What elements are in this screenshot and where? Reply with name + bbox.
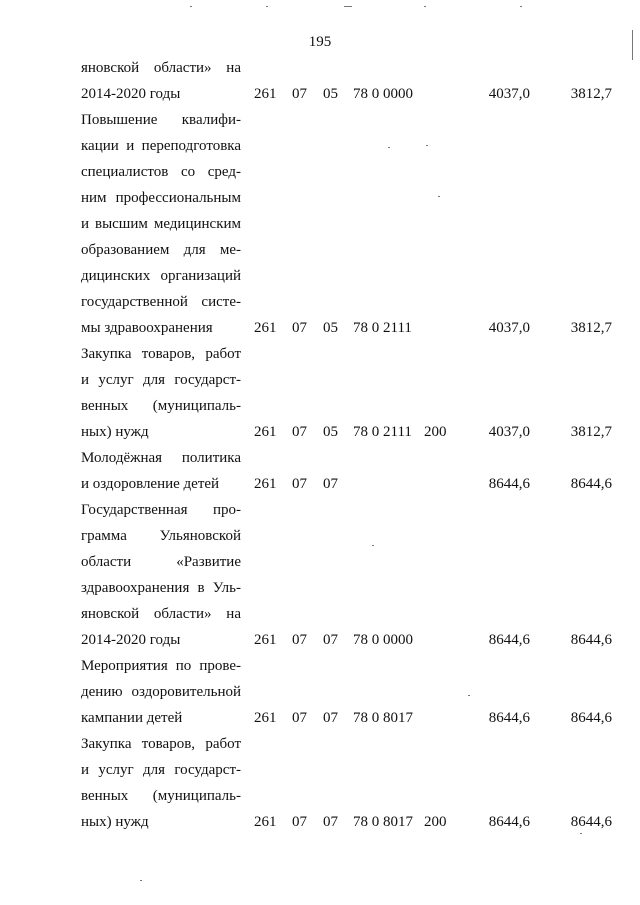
cell-rz: 07 (292, 476, 307, 492)
description-line: здравоохранения в Уль- (81, 580, 241, 596)
cell-csr: 78 0 8017 (353, 814, 413, 830)
row-cells (0, 81, 640, 107)
description-line: венных (муниципаль- (81, 788, 241, 804)
scan-speck (520, 6, 522, 7)
scan-speck (438, 196, 440, 197)
cell-grbs: 261 (254, 86, 277, 102)
cell-sum1: 8644,6 (488, 476, 530, 492)
description-line: грамма Ульяновской (81, 528, 241, 544)
description-line: мы здравоохранения (81, 320, 213, 336)
description-line: Закупка товаров, работ (81, 346, 241, 362)
description-line: государственной систе- (81, 294, 241, 310)
cell-csr: 78 0 2111 (353, 320, 412, 336)
description-line: и оздоровление детей (81, 476, 220, 492)
scan-speck (388, 147, 390, 148)
scan-speck (632, 30, 633, 60)
scan-speck (266, 6, 268, 7)
cell-sum1: 8644,6 (488, 632, 530, 648)
cell-sum1: 8644,6 (488, 710, 530, 726)
description-line: венных (муниципаль- (81, 398, 241, 414)
cell-sum2: 8644,6 (570, 632, 612, 648)
row-cells (0, 471, 640, 497)
cell-sum2: 3812,7 (570, 424, 612, 440)
cell-csr: 78 0 0000 (353, 86, 413, 102)
cell-pr: 07 (323, 814, 338, 830)
row-cells (0, 627, 640, 653)
scan-speck (426, 145, 428, 146)
cell-csr: 78 0 0000 (353, 632, 413, 648)
cell-grbs: 261 (254, 632, 277, 648)
description-line: и услуг для государст- (81, 372, 241, 388)
scan-speck (580, 833, 582, 834)
cell-sum2: 8644,6 (570, 476, 612, 492)
cell-pr: 05 (323, 320, 338, 336)
table-row (0, 445, 640, 497)
cell-pr: 05 (323, 86, 338, 102)
description-line: образованием для ме- (81, 242, 241, 258)
description-line: кампании детей (81, 710, 183, 726)
table-row (0, 497, 640, 653)
description-line: области «Развитие (81, 554, 241, 570)
description-line: яновской области» на (81, 60, 241, 76)
scan-speck (372, 545, 374, 546)
description-line: и услуг для государст- (81, 762, 241, 778)
description-line: яновской области» на (81, 606, 241, 622)
table-row (0, 653, 640, 731)
page-number: 195 (308, 34, 332, 50)
row-cells (0, 705, 640, 731)
cell-grbs: 261 (254, 476, 277, 492)
cell-vr: 200 (424, 814, 447, 830)
cell-rz: 07 (292, 632, 307, 648)
row-cells (0, 809, 640, 835)
table-row (0, 55, 640, 107)
cell-grbs: 261 (254, 320, 277, 336)
cell-pr: 07 (323, 710, 338, 726)
cell-sum2: 8644,6 (570, 710, 612, 726)
cell-rz: 07 (292, 320, 307, 336)
row-cells (0, 419, 640, 445)
cell-pr: 07 (323, 476, 338, 492)
description-line: специалистов со сред- (81, 164, 241, 180)
scan-speck (344, 6, 352, 7)
cell-vr: 200 (424, 424, 447, 440)
cell-sum2: 8644,6 (570, 814, 612, 830)
cell-rz: 07 (292, 86, 307, 102)
row-cells (0, 315, 640, 341)
cell-grbs: 261 (254, 424, 277, 440)
description-line: Закупка товаров, работ (81, 736, 241, 752)
scan-speck (468, 695, 470, 696)
cell-sum1: 4037,0 (488, 320, 530, 336)
cell-sum1: 4037,0 (488, 424, 530, 440)
row-description (81, 107, 241, 341)
cell-grbs: 261 (254, 710, 277, 726)
description-line: 2014-2020 годы (81, 632, 181, 648)
scan-speck (424, 6, 426, 7)
scan-speck (190, 6, 192, 7)
description-line: ним профессиональным (81, 190, 241, 206)
table-row (0, 731, 640, 835)
cell-rz: 07 (292, 424, 307, 440)
cell-grbs: 261 (254, 814, 277, 830)
cell-csr: 78 0 2111 (353, 424, 412, 440)
description-line: ных) нужд (81, 424, 149, 440)
cell-pr: 07 (323, 632, 338, 648)
table-row (0, 107, 640, 341)
description-line: ных) нужд (81, 814, 149, 830)
description-line: Мероприятия по прове- (81, 658, 241, 674)
description-line: Повышение квалифи- (81, 112, 241, 128)
description-line: дицинских организаций (81, 268, 241, 284)
cell-sum2: 3812,7 (570, 86, 612, 102)
description-line: дению оздоровительной (81, 684, 241, 700)
description-line: кации и переподготовка (81, 138, 241, 154)
cell-sum1: 8644,6 (488, 814, 530, 830)
description-line: Молодёжная политика (81, 450, 241, 466)
cell-pr: 05 (323, 424, 338, 440)
description-line: 2014-2020 годы (81, 86, 181, 102)
description-line: и высшим медицинским (81, 216, 241, 232)
cell-rz: 07 (292, 814, 307, 830)
cell-sum1: 4037,0 (488, 86, 530, 102)
cell-rz: 07 (292, 710, 307, 726)
scan-speck (140, 880, 142, 881)
description-line: Государственная про- (81, 502, 241, 518)
cell-csr: 78 0 8017 (353, 710, 413, 726)
cell-sum2: 3812,7 (570, 320, 612, 336)
table-row (0, 341, 640, 445)
